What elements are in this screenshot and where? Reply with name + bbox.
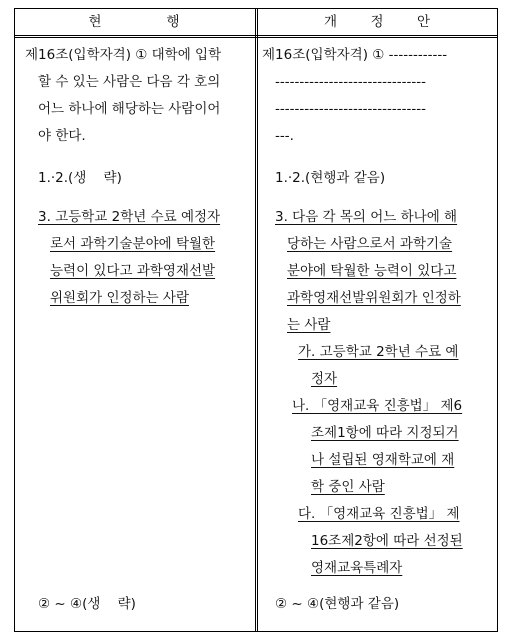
left-item-1-2: 1.·2.(생 략) [38, 170, 122, 186]
column-header-current: 현 행 [88, 14, 182, 30]
right-art16-line3: ------------------------------- [275, 101, 427, 117]
right-para-2-4: ② ~ ④(현행과 같음) [275, 596, 400, 612]
left-item3-line2: 로서 과학기술분야에 탁월한 [50, 236, 216, 252]
left-art16-line2: 할 수 있는 사람은 다음 각 호의 [38, 74, 221, 90]
left-art16-line1: 제16조(입학자격) ① 대학에 입학 [25, 47, 222, 63]
right-item-1-2: 1.·2.(현행과 같음) [275, 170, 386, 186]
right-item3-line3: 분야에 탁월한 능력이 있다고 [287, 263, 457, 279]
right-art16-line1: 제16조(입학자격) ① ------------ [262, 47, 448, 63]
right-sub-na-line2: 조제1항에 따라 지정되거 [311, 425, 459, 441]
right-sub-da-line1: 다. 「영재교육 진흥법」 제 [298, 506, 460, 522]
right-sub-da-line2: 16조제2항에 따라 선정된 [311, 533, 463, 549]
right-art16-line4: ---. [275, 128, 294, 144]
left-para-2-4: ② ~ ④(생 략) [38, 596, 136, 612]
right-item3-line5: 는 사람 [287, 317, 331, 333]
right-sub-na-line4: 학 중인 사람 [311, 479, 385, 495]
left-art16-line4: 야 한다. [38, 128, 86, 144]
right-art16-line2: ------------------------------- [275, 74, 427, 90]
right-sub-na-line3: 나 설립된 영재학교에 재 [311, 452, 455, 468]
left-item3-line1: 3. 고등학교 2학년 수료 예정자 [38, 209, 221, 225]
left-art16-line3: 어느 하나에 해당하는 사람이어 [38, 101, 221, 117]
left-item3-line3: 능력이 있다고 과학영재선발 [50, 263, 216, 279]
right-item3-line4: 과학영재선발위원회가 인정하 [287, 290, 461, 306]
column-divider [255, 9, 258, 631]
column-header-proposed: 개 정 안 [323, 14, 433, 30]
right-item3-line2: 당하는 사람으로서 과학기술 [287, 236, 453, 252]
right-sub-ga-line2: 정자 [311, 371, 338, 387]
right-sub-ga-line1: 가. 고등학교 2학년 수료 예 [298, 344, 459, 360]
right-sub-na-line1: 나. 「영재교육 진흥법」 제6 [292, 398, 463, 414]
right-item3-line1: 3. 다음 각 목의 어느 하나에 해 [275, 209, 458, 225]
right-sub-da-line3: 영재교육특례자 [311, 560, 403, 576]
left-item3-line4: 위원회가 인정하는 사람 [50, 290, 189, 306]
